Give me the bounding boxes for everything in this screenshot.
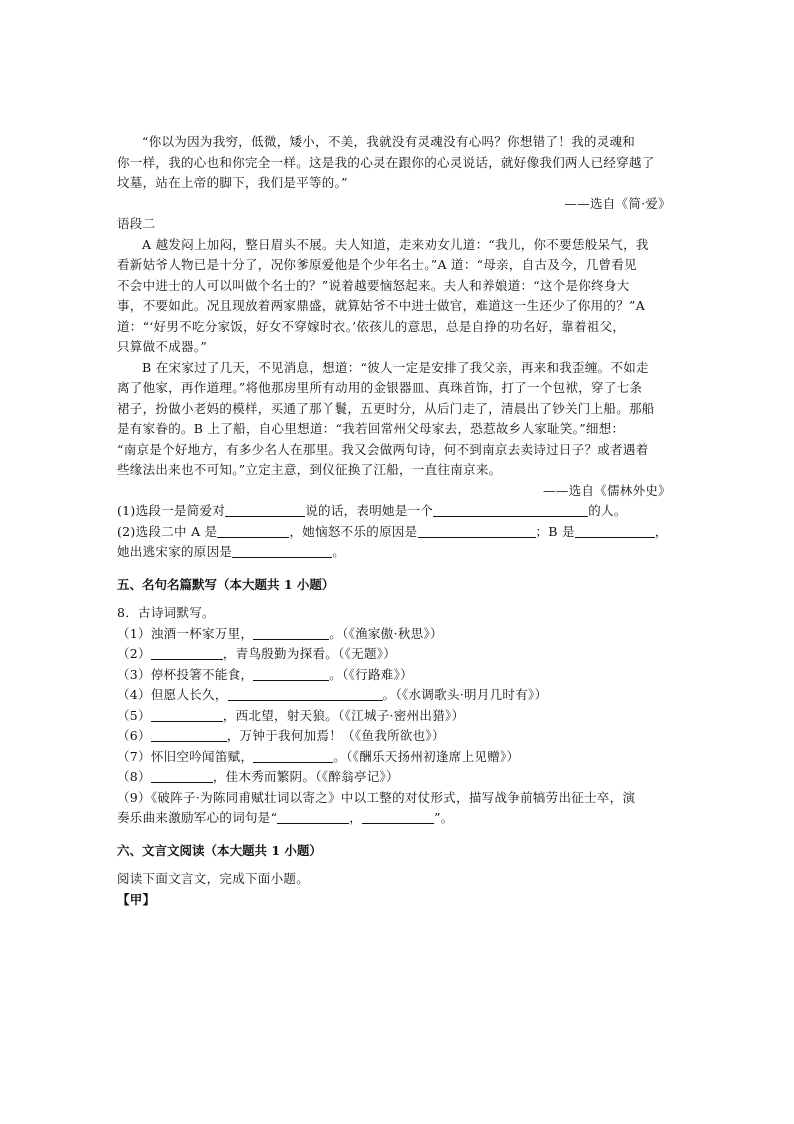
passage-line: 离了他家，再作道理。”将他那房里所有动用的金银器皿、真珠首饰，打了一个包袱，穿了七条: [117, 380, 643, 395]
item-text: ，佳木秀而繁阴。（《醉翁亭记》）: [212, 769, 399, 784]
question-text: ，她恼怒不乐的原因是: [289, 523, 418, 539]
exam-page: [117, 132, 671, 910]
answer-blank[interactable]: [232, 543, 332, 558]
answer-blank[interactable]: [253, 666, 329, 681]
item-text: ”。: [434, 810, 454, 825]
passage-line: 看新姑爷人物已是十分了，况你爹原爱他是个少年名士。”A 道：“母亲，自古及今，几曾看见: [117, 257, 637, 272]
section-five: [117, 603, 671, 829]
item-text: 。（《酬乐天扬州初逢席上见赠》）: [333, 748, 520, 764]
item-text: ，青鸟殷勤为探看。（《无题》）: [222, 646, 397, 661]
recite-item: [117, 665, 671, 686]
section-six: [117, 869, 671, 910]
question-intro: 8．古诗词默写。: [117, 605, 215, 620]
recite-item: [117, 624, 671, 645]
passage-source: ——选自《儒林外史》: [542, 482, 671, 498]
item-text: ，: [349, 810, 363, 825]
answer-blank[interactable]: [228, 686, 383, 701]
recite-item: （9）《破阵子·为陈同甫赋壮词以寄之》中以工整的对仗形式，描写战争前犒劳出征士卒，演: [117, 789, 636, 805]
passage-one: [117, 132, 671, 214]
question-text: ；B 是: [535, 523, 575, 539]
recite-item: [117, 685, 671, 706]
question-2: [117, 522, 671, 543]
item-text: （8）: [117, 769, 151, 784]
answer-blank[interactable]: [225, 502, 305, 517]
passage-line: B 在宋家过了几天，不见消息，想道：“彼人一定是安排了我父亲，再来和我歪缠。不如走: [142, 359, 649, 375]
item-text: （7）怀旧空吟闻笛赋，: [117, 748, 254, 764]
recite-item: [117, 706, 671, 727]
item-text: ，万钟于我何加焉！（《鱼我所欲也》）: [226, 728, 445, 743]
answer-blank[interactable]: [433, 502, 588, 517]
passage-line: 只算做不成器。”: [117, 339, 208, 354]
item-text: （6）: [117, 728, 151, 743]
recite-item: [117, 767, 671, 788]
item-text: 。（《渔家傲·秋思》）: [329, 625, 443, 641]
passage-line: 道：“‘好男不吃分家饭，好女不穿嫁时衣。’依孩儿的意思，总是自挣的功名好，靠着祖父，: [117, 318, 626, 334]
question-text: 。: [332, 544, 346, 559]
answer-blank[interactable]: [151, 645, 223, 660]
passage-line: A 越发闷上加闷，整日眉头不展。夫人知道，走来劝女儿道：“我儿，你不要恁般呆气，我: [142, 236, 649, 252]
passage-label: 语段二: [117, 216, 156, 231]
question-2-cont: [117, 542, 671, 563]
question-text: 她出逃宋家的原因是: [117, 544, 233, 559]
passage-line: 不会中进士的人可以叫做个名士的？”说着越要恼怒起来。夫人和养娘道：“这个是你终身大: [117, 277, 630, 293]
section-six-heading: 六、文言文阅读（本大题共 1 小题）: [117, 842, 322, 858]
reading-questions: [117, 501, 671, 563]
answer-blank[interactable]: [253, 748, 333, 763]
item-text: 。（《水调歌头·明月几时有》）: [382, 687, 548, 702]
answer-blank[interactable]: [217, 523, 289, 538]
answer-blank[interactable]: [151, 727, 227, 742]
passage-line: 些缘法出来也不可知。”立定主意，到仪征换了江船，一直往南京来。: [117, 462, 502, 477]
passage-line: 坟墓，站在上帝的脚下，我们是平等的。”: [117, 175, 348, 190]
answer-blank[interactable]: [277, 809, 349, 824]
item-text: ，西北望，射天狼。（《江城子·密州出猎》）: [222, 707, 465, 723]
question-text: 的人。: [588, 503, 627, 518]
item-text: 。（《行路难》）: [329, 666, 413, 682]
answer-blank[interactable]: [151, 768, 213, 783]
answer-blank[interactable]: [253, 625, 329, 640]
item-text: （4）但愿人长久，: [117, 687, 228, 702]
item-text: 奏乐曲来激励军心的词句是“: [117, 810, 278, 825]
question-intro: 阅读下面文言文，完成下面小题。: [117, 871, 310, 886]
question-text: 说的话，表明她是一个: [305, 503, 434, 518]
recite-item: [117, 644, 671, 665]
passage-line: “你以为因为我穷，低微，矮小，不美，我就没有灵魂没有心吗？你想错了！我的灵魂和: [142, 134, 636, 149]
section-five-heading: 五、名句名篇默写（本大题共 1 小题）: [117, 576, 335, 592]
question-1: [117, 501, 671, 522]
passage-line: “南京是个好地方，有多少名人在那里。我又会做两句诗，何不到南京去卖诗过日子？或者遇着: [117, 441, 649, 457]
item-text: （3）停杯投箸不能食，: [117, 666, 254, 682]
passage-line: 裙子，扮做小老妈的模样，买通了那丫鬟，五更时分，从后门走了，清晨出了钞关门上船。那船: [117, 400, 655, 416]
item-text: （2）: [117, 646, 151, 661]
passage-two: [117, 214, 671, 501]
passage-line: 事，不要如此。况且现放着两家鼎盛，就算姑爷不中进士做官，难道这一生还少了你用的？”A: [117, 298, 646, 313]
answer-blank[interactable]: [151, 707, 223, 722]
answer-blank[interactable]: [362, 809, 434, 824]
passage-source: ——选自《简·爱》: [564, 195, 671, 211]
recite-item-cont: [117, 808, 671, 829]
question-text: (2)选段二中 A 是: [117, 523, 218, 539]
passage-label: 【甲】: [117, 891, 156, 907]
recite-item: [117, 726, 671, 747]
passage-line: 你一样，我的心也和你完全一样。这是我的心灵在跟你的心灵说话，就好像我们两人已经穿越了: [117, 154, 655, 170]
answer-blank[interactable]: [418, 523, 536, 538]
passage-line: 是有家眷的。B 上了船，自心里想道：“我若回常州父母家去，恐惹故乡人家耻笑。”细想：: [117, 421, 625, 436]
answer-blank[interactable]: [575, 523, 655, 538]
item-text: （1）浊酒一杯家万里，: [117, 625, 254, 641]
item-text: （5）: [117, 707, 151, 723]
question-text: ，: [654, 523, 668, 539]
question-text: (1)选段一是简爱对: [117, 503, 226, 518]
recite-item: [117, 747, 671, 768]
